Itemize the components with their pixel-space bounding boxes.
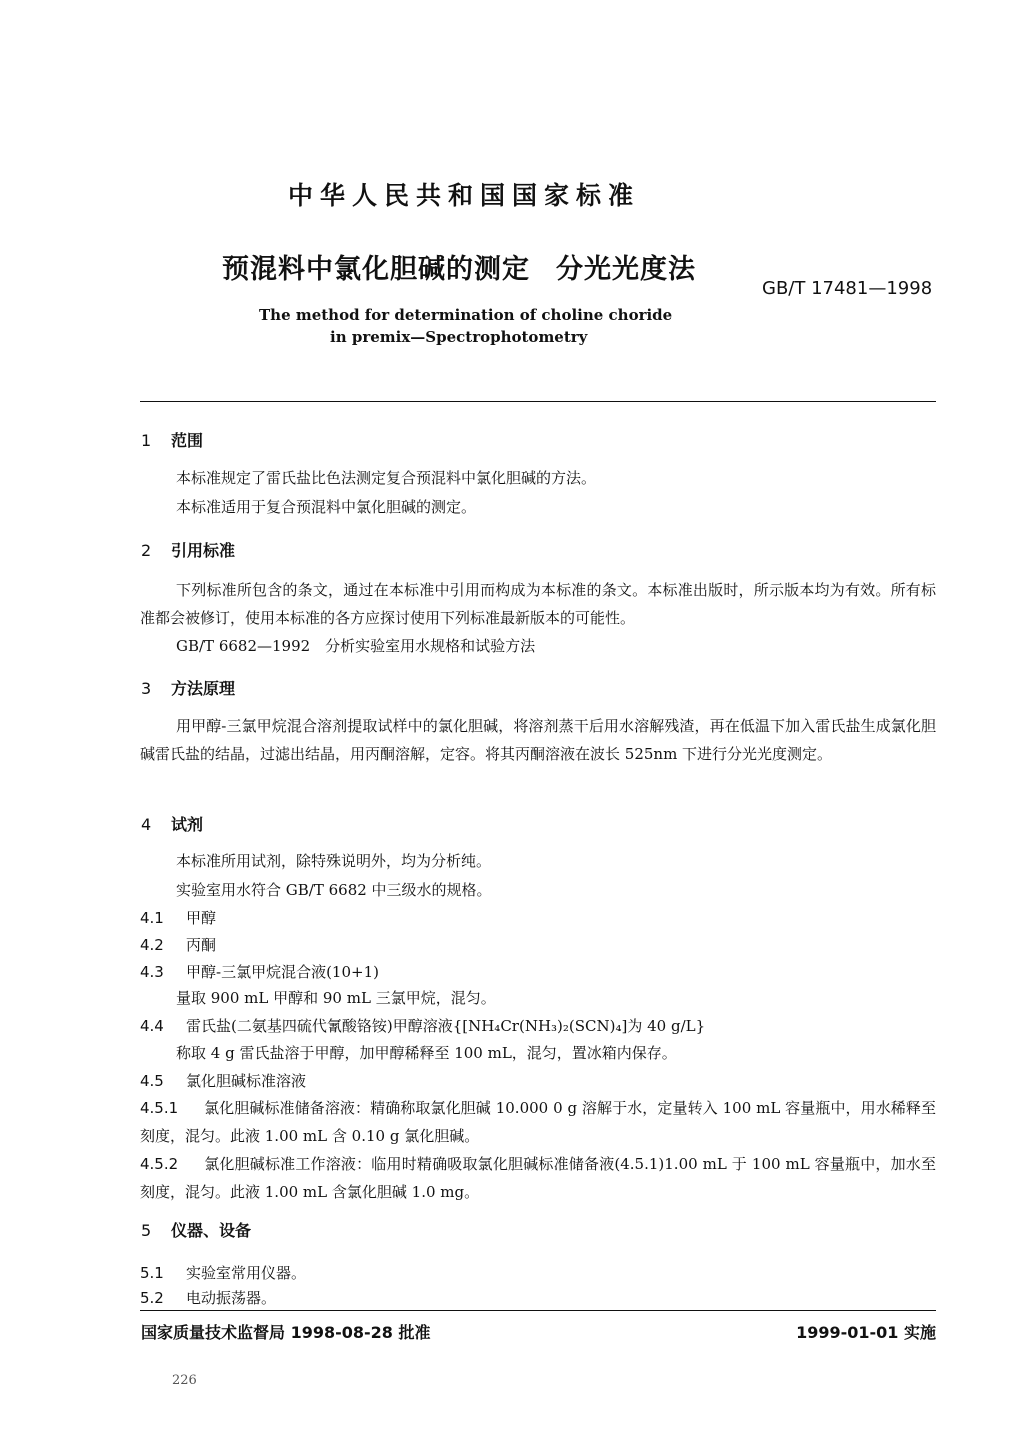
section-2-reference: GB/T 6682—1992 分析实验室用水规格和试验方法 [176, 637, 536, 655]
document-title-en-line1: The method for determination of choline choride [259, 306, 673, 324]
item-4-3-body: 量取 900 mL 甲醇和 90 mL 三氯甲烷，混匀。 [176, 989, 496, 1007]
standard-code: GB/T 17481—1998 [762, 278, 933, 299]
section-5-heading: 5 仪器、设备 [141, 1221, 252, 1240]
item-4-3: 4.3 甲醇-三氯甲烷混合液(10+1) [140, 963, 379, 981]
item-5-2: 5.2 电动振荡器。 [140, 1289, 277, 1307]
item-4-5-1 [140, 1094, 936, 1150]
implementation-date: 1999-01-01 实施 [796, 1323, 936, 1342]
item-4-5-1-number: 4.5.1 [140, 1099, 179, 1117]
section-4-paragraph-1: 本标准所用试剂，除特殊说明外，均为分析纯。 [176, 852, 492, 870]
section-1-paragraph-1: 本标准规定了雷氏盐比色法测定复合预混料中氯化胆碱的方法。 [176, 469, 597, 487]
item-4-2: 4.2 丙酮 [140, 936, 217, 954]
section-4-paragraph-2: 实验室用水符合 GB/T 6682 中三级水的规格。 [176, 881, 492, 899]
section-2-heading: 2 引用标准 [141, 541, 236, 560]
document-title-en-line2: in premix—Spectrophotometry [330, 328, 588, 346]
section-1-paragraph-2: 本标准适用于复合预混料中氯化胆碱的测定。 [176, 498, 477, 516]
country-standard-heading: 中华人民共和国国家标准 [288, 181, 641, 210]
section-4-heading: 4 试剂 [141, 815, 204, 834]
section-2-paragraph-1: 下列标准所包含的条文，通过在本标准中引用而构成为本标准的条文。本标准出版时，所示版本均为有效。所有标准都会被修订，使用本标准的各方应探讨使用下列标准最新版本的可能性。 [140, 581, 936, 627]
item-4-5-2-text: 氯化胆碱标准工作溶液：临用时精确吸取氯化胆碱标准储备液(4.5.1)1.00 mL 于 100 mL 容量瓶中，加水至刻度，混匀。此液 1.00 mL 含氯化胆碱 1.0 mg。 [140, 1155, 936, 1201]
section-1-heading: 1 范围 [141, 431, 204, 450]
item-4-5-2-number: 4.5.2 [140, 1155, 179, 1173]
section-3-heading: 3 方法原理 [141, 679, 236, 698]
title-cn-part2: 分光光度法 [556, 254, 696, 285]
item-4-5-2 [140, 1150, 936, 1206]
item-4-4: 4.4 雷氏盐(二氨基四硫代氰酸铬铵)甲醇溶液{[NH₄Cr(NH₃)₂(SCN)₄]为 40 g/L} [140, 1017, 706, 1035]
page-number: 226 [172, 1373, 197, 1388]
footer-divider [140, 1310, 936, 1311]
title-cn-part1: 预混料中氯化胆碱的测定 [222, 254, 530, 285]
item-4-5-1-text: 氯化胆碱标准储备溶液：精确称取氯化胆碱 10.000 0 g 溶解于水，定量转入 100 mL 容量瓶中，用水稀释至刻度，混匀。此液 1.00 mL 含 0.10 g 氯化胆碱。 [140, 1099, 936, 1145]
document-title-cn [222, 247, 696, 286]
header-divider [140, 401, 936, 402]
item-4-1: 4.1 甲醇 [140, 909, 217, 927]
item-4-5: 4.5 氯化胆碱标准溶液 [140, 1072, 307, 1090]
section-3-paragraph-1: 用甲醇-三氯甲烷混合溶剂提取试样中的氯化胆碱，将溶剂蒸干后用水溶解残渣，再在低温下加入雷氏盐生成氯化胆碱雷氏盐的结晶，过滤出结晶，用丙酮溶解，定容。将其丙酮溶液在波长 525nm 下进行分光光度测定。 [140, 717, 936, 763]
approval-line: 国家质量技术监督局 1998-08-28 批准 [141, 1323, 431, 1342]
item-5-1: 5.1 实验室常用仪器。 [140, 1264, 307, 1282]
item-4-4-body: 称取 4 g 雷氏盐溶于甲醇，加甲醇稀释至 100 mL，混匀，置冰箱内保存。 [176, 1044, 677, 1062]
